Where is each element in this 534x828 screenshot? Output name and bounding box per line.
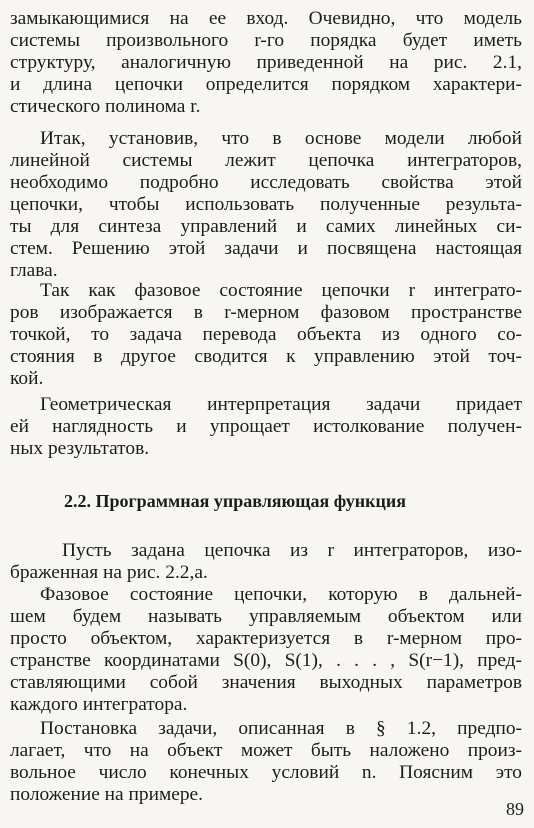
- text-line: вольное число конечных условий n. Поясним это: [10, 762, 522, 783]
- page-number: 89: [506, 799, 524, 819]
- text-line: ты для синтеза управлений и самих линейных си-: [10, 216, 522, 237]
- text-line: Фазовое состояние цепочки, которую в дальней-: [40, 584, 522, 605]
- text-line: просто объектом, характеризуется в r-мерном про-: [10, 628, 522, 649]
- text-line: шем будем называть управляемым объектом или: [10, 606, 522, 627]
- text-line: Пусть задана цепочка из r интеграторов, изо-: [62, 540, 522, 561]
- section-title: Программная управляющая функция: [95, 491, 406, 511]
- text-line: цепочки, чтобы использовать полученные результа-: [10, 194, 522, 215]
- section-heading: [64, 490, 406, 512]
- section-number: 2.2.: [64, 491, 91, 511]
- text-line: глава.: [10, 260, 58, 281]
- text-line: необходимо подробно исследовать свойства этой: [10, 172, 522, 193]
- text-line: каждого интегратора.: [10, 694, 188, 715]
- text-line: браженная на рис. 2.2,a.: [10, 562, 208, 583]
- text-line: ставляющими собой значения выходных параметров: [10, 672, 522, 693]
- text-line: ных результатов.: [10, 438, 150, 459]
- text-line: и длина цепочки определится порядком характери-: [10, 74, 522, 95]
- text-line: Геометрическая интерпретация задачи придает: [40, 394, 522, 415]
- text-line: структуру, аналогичную приведенной на рис. 2.1,: [10, 52, 522, 73]
- text-line: Так как фазовое состояние цепочки r интеграто-: [40, 280, 522, 301]
- text-line: Постановка задачи, описанная в § 1.2, предпо-: [40, 718, 522, 739]
- text-line: кой.: [10, 368, 44, 389]
- text-line: лагает, что на объект может быть наложено произ-: [10, 740, 522, 761]
- text-line: стического полинома r.: [10, 96, 201, 117]
- text-line: стем. Решению этой задачи и посвящена настоящая: [10, 238, 522, 259]
- text-line: системы произвольного r-го порядка будет иметь: [10, 30, 522, 51]
- text-line: странстве координатами S(0), S(1), . . . , S(r−1), пред-: [10, 650, 522, 671]
- text-line: замыкающимися на ее вход. Очевидно, что модель: [10, 8, 522, 29]
- text-line: линейной системы лежит цепочка интеграторов,: [10, 150, 522, 171]
- text-line: стояния в другое сводится к управлению этой точ-: [10, 346, 522, 367]
- text-line: точкой, то задача перевода объекта из одного со-: [10, 324, 522, 345]
- text-line: ров изображается в r-мерном фазовом пространстве: [10, 302, 522, 323]
- text-line: Итак, установив, что в основе модели любой: [40, 128, 522, 149]
- text-line: ей наглядность и упрощает истолкование получен-: [10, 416, 522, 437]
- text-line: положение на примере.: [10, 784, 203, 805]
